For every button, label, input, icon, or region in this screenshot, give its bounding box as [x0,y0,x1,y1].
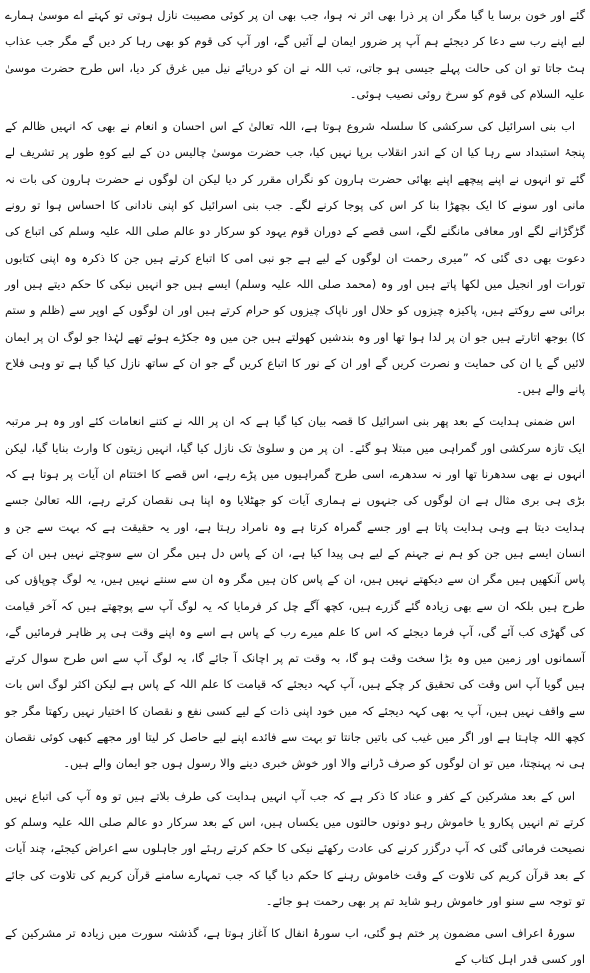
paragraph-surah-anfal-intro: سورۂ اعراف اسی مضمون پر ختم ہو گئی، اب سورۂ انفال کا آغاز ہوتا ہے، گذشتہ سورت میں زیادہ تر مشرکین کے اور کسی قدر اہل کتاب کے [5,926,585,967]
paragraph-polytheists-quran-recitation: اس کے بعد مشرکین کے کفر و عناد کا ذکر ہے کہ جب آپ انہیں ہدایت کی طرف بلاتے ہیں تو وہ آپ کی اتباع نہیں کرتے تم انہیں پکارو یا خاموش رہو دونوں حالتوں میں یکساں ہیں، اس کے بعد سرکار دو عالم صلی اللہ علیہ وسلم کو نصیحت فرمائی گئی کہ آپ درگزر کرنے کی عادت رکھئے نیکی کا حکم کرتے رہئے اور جاہلوں سے اعراض کیجئے، چند آیات کے بعد قرآن کریم کی تلاوت کے وقت خاموش رہنے کا حکم دیا گیا کہ جب تمہارے سامنے قرآن کریم کی تلاوت کی جائے تو توجہ سے سنو اور خاموش رہو شاید تم پر بھی رحمت ہو جائے۔ [5,788,585,908]
paragraph-pharaoh-punishment: گئے اور خون برسا یا گیا مگر ان پر ذرا بھی اثر نہ ہوا، جب بھی ان پر کوئی مصیبت نازل ہوتی تو کہتے اے موسیٰ ہمارے لیے اپنے رب سے دعا کر دیجئے ہم آپ پر ضرور ایمان لے آئیں گے، اور آپ کی قوم کو بھی رہا کر دیں گے مگر جب عذاب ہٹ جاتا تو ان کی حالت پہلے جیسی ہو جاتی، تب اللہ نے ان کو دریائے نیل میں غرق کر دیا، اس طرح حضرت موسیٰ علیہ السلام کی قوم کو سرخ روئی نصیب ہوئی۔ [5,8,585,101]
paragraph-israelite-rebellion: اب بنی اسرائیل کی سرکشی کا سلسلہ شروع ہوتا ہے، اللہ تعالیٰ کے اس احسان و انعام نے بھی کہ انہیں ظالم کے پنجۂ استبداد سے رہا کیا ان کے اندر انقلاب برپا نہیں کیا، جب حضرت موسیٰ چالیس دن کے لیے کوہِ طور پر تشریف لے گئے تو انہوں نے اپنے پیچھے اپنے بھائی حضرت ہارون کو نگراں مقرر کر دیا لیکن ان لوگوں نے حضرت ہارون کی بات نہ مانی اور سونے کا ایک بچھڑا بنا کر اس کی پوجا کرنے لگے۔ جب بنی اسرائیل کو اپنی نادانی کا احساس ہوا تو رونے گڑگڑانے لگے اور معافی مانگنے لگے، اسی قصے کے دوران قوم یہود کو سرکار دو عالم صلی اللہ علیہ وسلم کی اتباع کی دعوت بھی دی گئی کہ ”میری رحمت ان لوگوں کے لیے ہے جو نبی امی کا اتباع کرتے ہیں جن کا ذکرہ وہ اپنی کتابوں تورات اور انجیل میں لکھا پاتے ہیں اور وہ (محمد صلی اللہ علیہ وسلم) ایسے ہیں جو انہیں نیکی کا حکم دیتے ہیں اور برائی سے روکتے ہیں، پاکیزہ چیزوں کو حلال اور ناپاک چیزوں کو حرام کرتے ہیں اور ان لوگوں کے اوپر سے (ظلم و ستم کا) بوجھ اتارتے ہیں جو ان پر لدا ہوا تھا اور وہ بندشیں کھولتے ہیں جن میں وہ جکڑے ہوئے تھے لہٰذا جو لوگ ان پر ایمان لائیں گے یا ان کی حمایت و نصرت کریں گے اور ان کے نور کا اتباع کریں گے جو ان کے ساتھ نازل کیا گیا ہے تو وہی فلاح پانے والے ہیں۔ [5,119,585,397]
paragraph-guidance-and-hour: اس ضمنی ہدایت کے بعد پھر بنی اسرائیل کا قصہ بیان کیا گیا ہے کہ ان پر اللہ نے کتنے انعامات کئے اور وہ ہر مرتبہ ایک تازہ سرکشی اور گمراہی میں مبتلا ہو گئے۔ ان پر من و سلویٰ تک نازل کیا گیا، انہیں زیتون کا وارث بنایا گیا، لیکن انہوں نے بھی سدھرنا تھا اور نہ سدھرے، اسی طرح گمراہیوں میں پڑے رہے، اس قصے کا اختتام ان آیات پر ہوتا ہے کہ بڑی ہی بری مثال ہے ان لوگوں کی جنہوں نے ہماری آیات کو جھٹلایا وہ اپنا ہی نقصان کرتے رہے، اللہ تعالیٰ جسے ہدایت دیتا ہے وہی ہدایت پاتا ہے اور جسے گمراہ کرتا ہے وہ نامراد رہتا ہے، اور یہ حقیقت ہے کہ بہت سے جن و انسان ایسے ہیں جن کو ہم نے جہنم کے لیے ہی پیدا کیا ہے، ان کے پاس دل ہیں مگر ان سے سوچتے نہیں ہیں ان کے پاس آنکھیں ہیں مگر ان سے دیکھتے نہیں ہیں، ان کے پاس کان ہیں مگر وہ ان سے سنتے نہیں ہیں، یہ لوگ چوپاؤں کی طرح ہیں بلکہ ان سے بھی زیادہ گئے گزرے ہیں، کچھ آگے چل کر فرمایا کہ یہ لوگ آپ سے پوچھتے ہیں کہ آخر قیامت کی گھڑی کب آئے گی، آپ فرما دیجئے کہ اس کا علم میرے رب کے پاس ہے اسے وہ اپنے وقت ہی پر ظاہر فرمائیں گے، آسمانوں اور زمین میں وہ بڑا سخت وقت ہو گا، بہ وقت تم پر اچانک آ جائے گا، یہ لوگ آپ سے اس طرح سوال کرتے ہیں گویا آپ اس وقت کی تحقیق کر چکے ہیں، آپ کہہ دیجئے کہ قیامت کا علم اللہ کے پاس ہے لیکن اکثر لوگ اس بات سے واقف نہیں ہیں، آپ یہ بھی کہہ دیجئے کہ میں خود اپنی ذات کے لیے کسی نفع و نقصان کا اختیار نہیں رکھتا مگر جو کچھ اللہ چاہتا ہے اور اگر میں غیب کی باتیں جانتا تو بہت سے فائدے اپنے لیے حاصل کر لیتا اور مجھے کبھی کوئی نقصان ہی نہ پہنچتا، میں تو ان لوگوں کو صرف ڈرانے والا اور خوش خبری دینے والا رسول ہوں جو ایمان والے ہیں۔ [5,414,585,771]
